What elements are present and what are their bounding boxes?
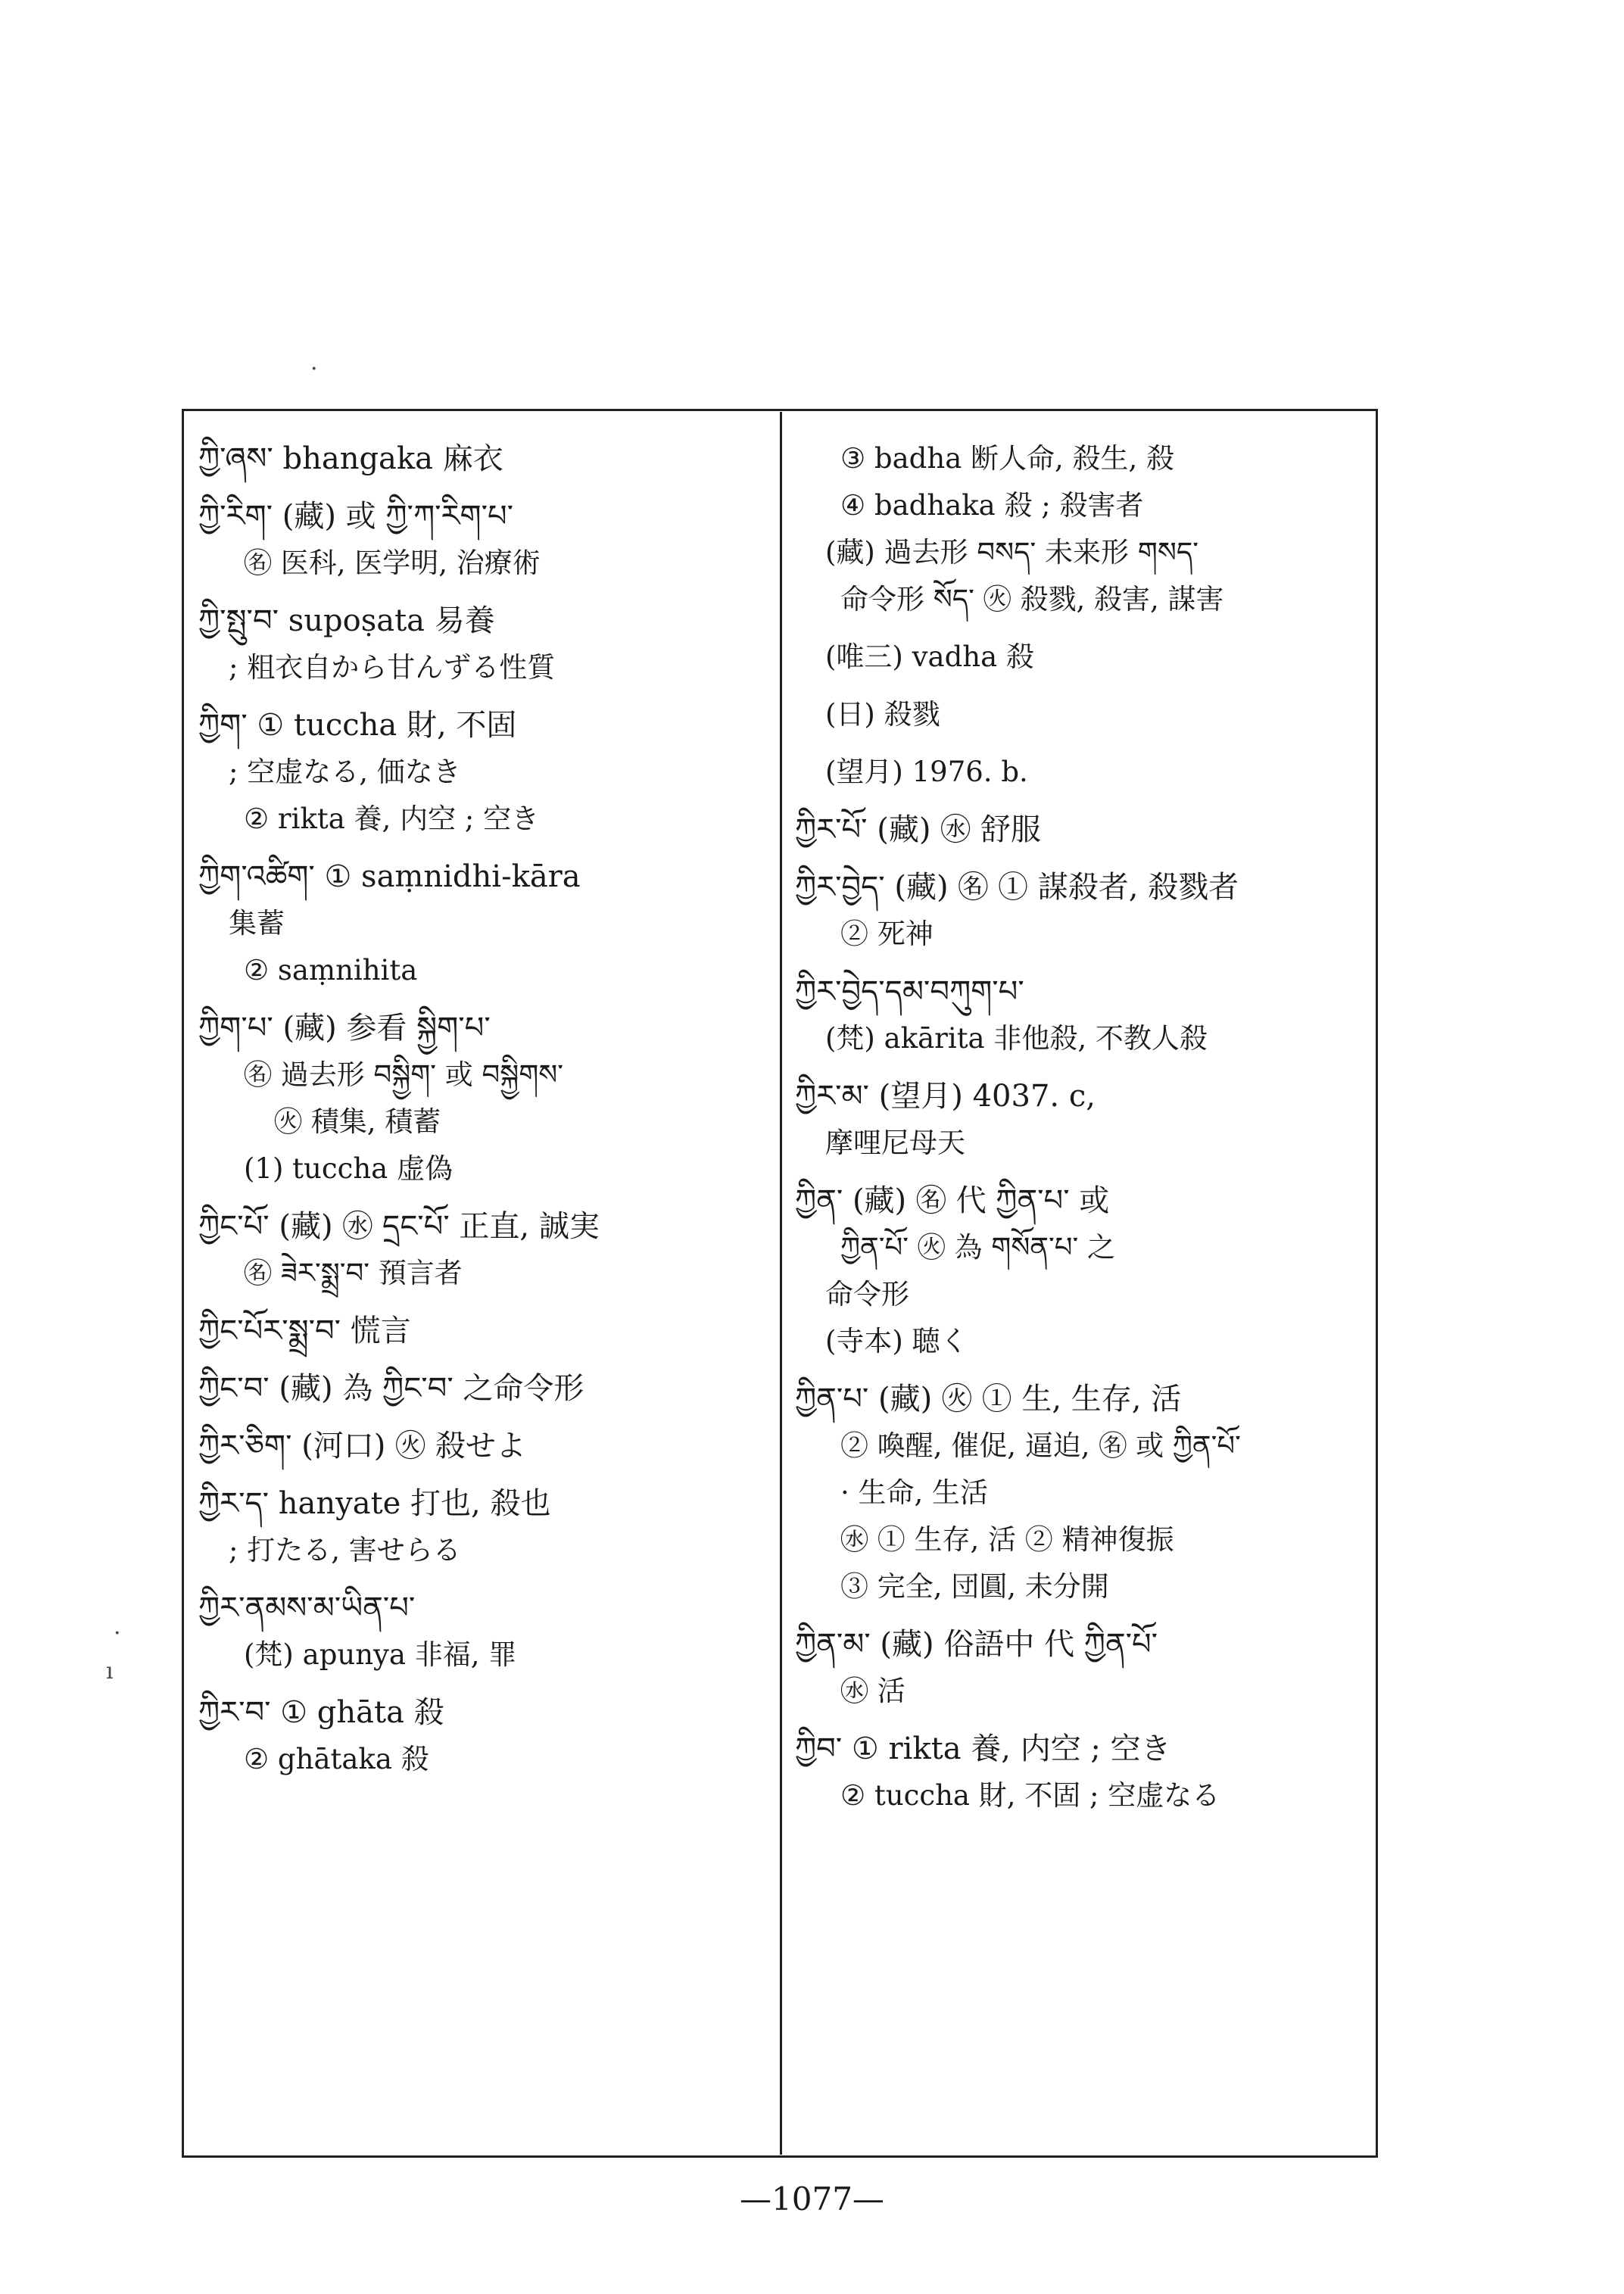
entry-headword: ཀྱིར་པོ་ (藏) ㊌ 舒服 <box>795 812 1041 847</box>
entry-gloss: ② 喚醒, 催促, 逼迫, ㊔ 或 ཀྱིན་པོ་ <box>840 1429 1241 1462</box>
entry-gloss: (唯三) vadha 殺 <box>825 641 1034 673</box>
page-number: —1077— <box>740 2180 884 2218</box>
entry-gloss: ② 死神 <box>840 918 934 950</box>
entry-headword: ཀྱིར་བྱེད་དམ་བཀུག་པ་ <box>795 974 1024 1009</box>
dictionary-entry <box>795 749 1374 796</box>
entry-gloss: ㊔ 過去形 བསྐྱིག་ 或 བསྐྱིགས་ <box>244 1058 564 1091</box>
entry-gloss: 集蓄 <box>229 907 285 940</box>
dictionary-entry <box>198 1585 766 1678</box>
entry-headword: ཀྱིར་ཅིག་ (河口) ㊋ 殺せよ <box>198 1429 526 1463</box>
entry-gloss: ④ badhaka 殺 ; 殺害者 <box>840 489 1144 522</box>
dictionary-entry <box>198 597 766 691</box>
entry-gloss: ; 打たる, 害せらる <box>229 1534 461 1566</box>
dictionary-entry <box>198 435 766 482</box>
entry-gloss: · 生命, 生活 <box>840 1476 989 1509</box>
dictionary-entry <box>795 1177 1374 1365</box>
dictionary-entry <box>198 1423 766 1470</box>
dictionary-entry <box>795 864 1374 958</box>
entry-headword: ཀྱིན་མ་ (藏) 俗語中 代 ཀྱིན་པོ་ <box>795 1627 1158 1662</box>
entry-headword: ཀྱི་རིག་ (藏) 或 ཀྱི་ཀ་རིག་པ་ <box>198 499 514 534</box>
entry-gloss: ; 粗衣自から甘んずる性質 <box>229 651 556 684</box>
dictionary-entry <box>795 1376 1374 1610</box>
dictionary-entry <box>198 1005 766 1192</box>
dictionary-entry <box>198 1203 766 1297</box>
entry-headword: ཀྱིན་ (藏) ㊔ 代 ཀྱིན་པ་ 或 <box>795 1183 1110 1218</box>
dictionary-entry <box>795 1725 1374 1819</box>
dictionary-entry <box>795 634 1374 681</box>
entry-gloss: 命令形 <box>825 1278 909 1311</box>
entry-headword: ཀྱིར་མ་ (望月) 4037. c, <box>795 1079 1096 1114</box>
dictionary-entry <box>198 1480 766 1574</box>
entry-headword: ཀྱིར་ནམས་མ་ཡིན་པ་ <box>198 1591 416 1625</box>
dictionary-entry <box>795 1073 1374 1167</box>
entry-gloss: (梵) akārita 非他殺, 不教人殺 <box>825 1022 1208 1055</box>
entry-headword: ཀྱི་ཞས་ bhangaka 麻衣 <box>198 441 503 476</box>
entry-headword: ཀྱིང་པོར་སྨྲ་བ་ 慌言 <box>198 1314 411 1348</box>
speck: · <box>114 1620 121 1647</box>
entry-gloss: ཀྱིན་པོ་ ㊋ 為 གསོན་པ་ 之 <box>840 1231 1115 1264</box>
entry-gloss: ② ghātaka 殺 <box>244 1743 429 1775</box>
entry-headword: ཀྱིང་བ་ (藏) 為 ཀྱིང་བ་ 之命令形 <box>198 1371 584 1406</box>
entry-gloss: 命令形 སོད་ ㊋ 殺戮, 殺害, 謀害 <box>840 583 1224 616</box>
entry-headword: ཀྱིབ་ ① rikta 養, 内空 ; 空き <box>795 1731 1171 1766</box>
entry-headword: ཀྱིག་འཚིག་ ① saṃnidhi-kāra <box>198 859 581 894</box>
dictionary-entry <box>795 691 1374 738</box>
speck: ı <box>106 1658 114 1685</box>
entry-gloss: ② rikta 養, 内空 ; 空き <box>244 803 540 835</box>
speck: · <box>310 356 318 382</box>
entry-headword: ཀྱིར་བ་ ① ghāta 殺 <box>198 1695 444 1730</box>
dictionary-entry <box>795 968 1374 1062</box>
entry-gloss: 摩哩尼母天 <box>825 1127 965 1159</box>
entry-gloss: (望月) 1976. b. <box>825 756 1028 788</box>
entry-gloss: ㊋ 積集, 積蓄 <box>274 1105 441 1138</box>
entry-headword: ཀྱིན་པ་ (藏) ㊋ ① 生, 生存, 活 <box>795 1382 1182 1417</box>
entry-headword: ཀྱིག་པ་ (藏) 参看 སྐྱིག་པ་ <box>198 1011 491 1046</box>
entry-gloss: ③ 完全, 団圓, 未分開 <box>840 1570 1109 1603</box>
dictionary-entry <box>198 493 766 587</box>
entry-headword: ཀྱི་སྤུ་བ་ supoṣata 易養 <box>198 603 495 638</box>
entry-gloss: ㊔ ཟེར་སྨྲ་བ་ 預言者 <box>244 1257 463 1289</box>
dictionary-entry <box>198 702 766 843</box>
entry-headword: ཀྱིར་བྱེད་ (藏) ㊔ ① 謀殺者, 殺戮者 <box>795 870 1239 905</box>
entry-gloss: (1) tuccha 虚偽 <box>244 1152 453 1185</box>
entry-gloss: ㊌ ① 生存, 活 ② 精神復振 <box>840 1523 1174 1556</box>
entry-gloss: (藏) 過去形 བསད་ 未来形 གསད་ <box>825 536 1199 569</box>
entry-gloss: ② saṃnihita <box>244 954 418 986</box>
dictionary-entry <box>198 1308 766 1354</box>
dictionary-entry <box>795 806 1374 853</box>
entry-gloss: ③ badha 断人命, 殺生, 殺 <box>840 442 1175 475</box>
dictionary-entry <box>795 1621 1374 1715</box>
entry-gloss: ② tuccha 財, 不固 ; 空虚なる <box>840 1779 1220 1812</box>
entry-gloss: (梵) apunya 非福, 罪 <box>244 1638 517 1671</box>
entry-gloss: ㊔ 医科, 医学明, 治療術 <box>244 547 541 579</box>
left-column <box>198 435 766 1794</box>
dictionary-entry <box>198 1365 766 1412</box>
dictionary-entry <box>795 435 1374 623</box>
dictionary-entry <box>198 853 766 994</box>
entry-headword: ཀྱིང་པོ་ (藏) ㊌ དྲང་པོ་ 正直, 誠実 <box>198 1209 600 1244</box>
entry-gloss: (寺本) 聴く <box>825 1325 968 1357</box>
right-column <box>795 435 1374 1830</box>
entry-gloss: ; 空虚なる, 価なき <box>229 756 461 788</box>
entry-headword: ཀྱིར་ད་ hanyate 打也, 殺也 <box>198 1486 551 1521</box>
column-divider <box>780 412 782 2155</box>
entry-gloss: (日) 殺戮 <box>825 698 940 731</box>
entry-gloss: ㊌ 活 <box>840 1675 906 1707</box>
dictionary-entry <box>198 1689 766 1783</box>
entry-headword: ཀྱིག་ ① tuccha 財, 不固 <box>198 708 517 743</box>
